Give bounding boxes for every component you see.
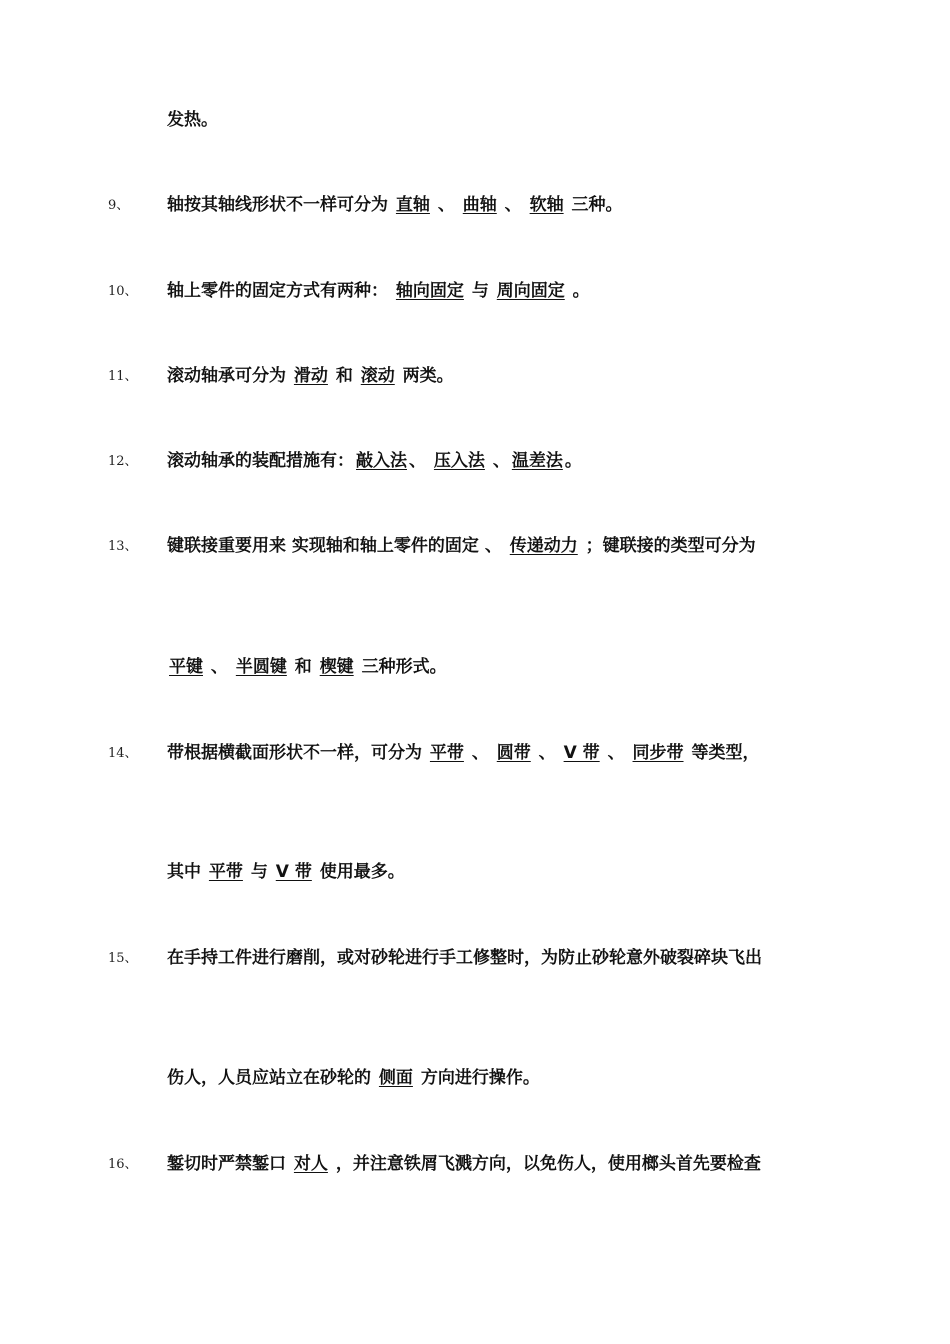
item-number: 9、 (108, 198, 130, 213)
answer-blank: 压入法 (433, 451, 485, 471)
answer-blank: 直轴 (395, 195, 430, 215)
answer-blank: 平键 (169, 657, 203, 677)
answer-blank: 滑动 (293, 366, 328, 386)
text-line: 伤人，人员应站立在砂轮的 侧面 方向进行操作。 (167, 1068, 540, 1088)
text-line: 轴按其轴线形状不一样可分为 直轴 、 曲轴 、 软轴 三种。 (167, 195, 623, 215)
item-number: 12、 (108, 454, 138, 469)
answer-blank: 楔键 (319, 657, 354, 677)
text-line: 发热。 (167, 110, 218, 130)
answer-blank: 圆带 (496, 743, 531, 763)
item-number: 16、 (108, 1157, 138, 1172)
answer-blank: V 带 (275, 862, 312, 882)
answer-blank: 半圆键 (235, 657, 287, 677)
answer-blank: 对人 (293, 1154, 328, 1174)
text-line: 轴上零件的固定方式有两种： 轴向固定 与 周向固定 。 (167, 281, 590, 301)
text-line: 錾切时严禁錾口 对人 ，并注意铁屑飞溅方向，以免伤人，使用榔头首先要检查 (167, 1154, 761, 1174)
answer-blank: 侧面 (378, 1068, 413, 1088)
item-number: 14、 (108, 746, 138, 761)
text-line: 键联接重要用来 实现轴和轴上零件的固定 、 传递动力 ；键联接的类型可分为 (167, 536, 756, 556)
answer-blank: 轴向固定 (395, 281, 464, 301)
answer-blank: 敲入法 (356, 451, 407, 471)
text-line: 滚动轴承的装配措施有： 敲入法 、 压入法 、 温差法 。 (167, 451, 582, 471)
answer-blank: 温差法 (511, 451, 563, 471)
answer-blank: 同步带 (632, 743, 684, 763)
item-number: 11、 (108, 369, 138, 384)
answer-blank: 滚动 (360, 366, 395, 386)
text-line: 带根据横截面形状不一样，可分为 平带 、 圆带 、 V 带 、 同步带 等类型， (167, 743, 760, 763)
text-line: 平键 、 半圆键 和 楔键 三种形式。 (169, 657, 447, 677)
item-number: 10、 (108, 284, 138, 299)
text-line: 滚动轴承可分为 滑动 和 滚动 两类。 (167, 366, 454, 386)
text-line: 在手持工件进行磨削，或对砂轮进行手工修整时，为防止砂轮意外破裂碎块飞出 (167, 948, 762, 968)
item-number: 15、 (108, 951, 138, 966)
answer-blank: 传递动力 (509, 536, 578, 556)
answer-blank: V 带 (563, 743, 600, 763)
answer-blank: 平带 (208, 862, 243, 882)
text-line: 其中 平带 与 V 带 使用最多。 (167, 862, 405, 882)
answer-blank: 周向固定 (496, 281, 565, 301)
answer-blank: 平带 (429, 743, 464, 763)
answer-blank: 曲轴 (462, 195, 497, 215)
answer-blank: 软轴 (529, 195, 564, 215)
item-number: 13、 (108, 539, 138, 554)
